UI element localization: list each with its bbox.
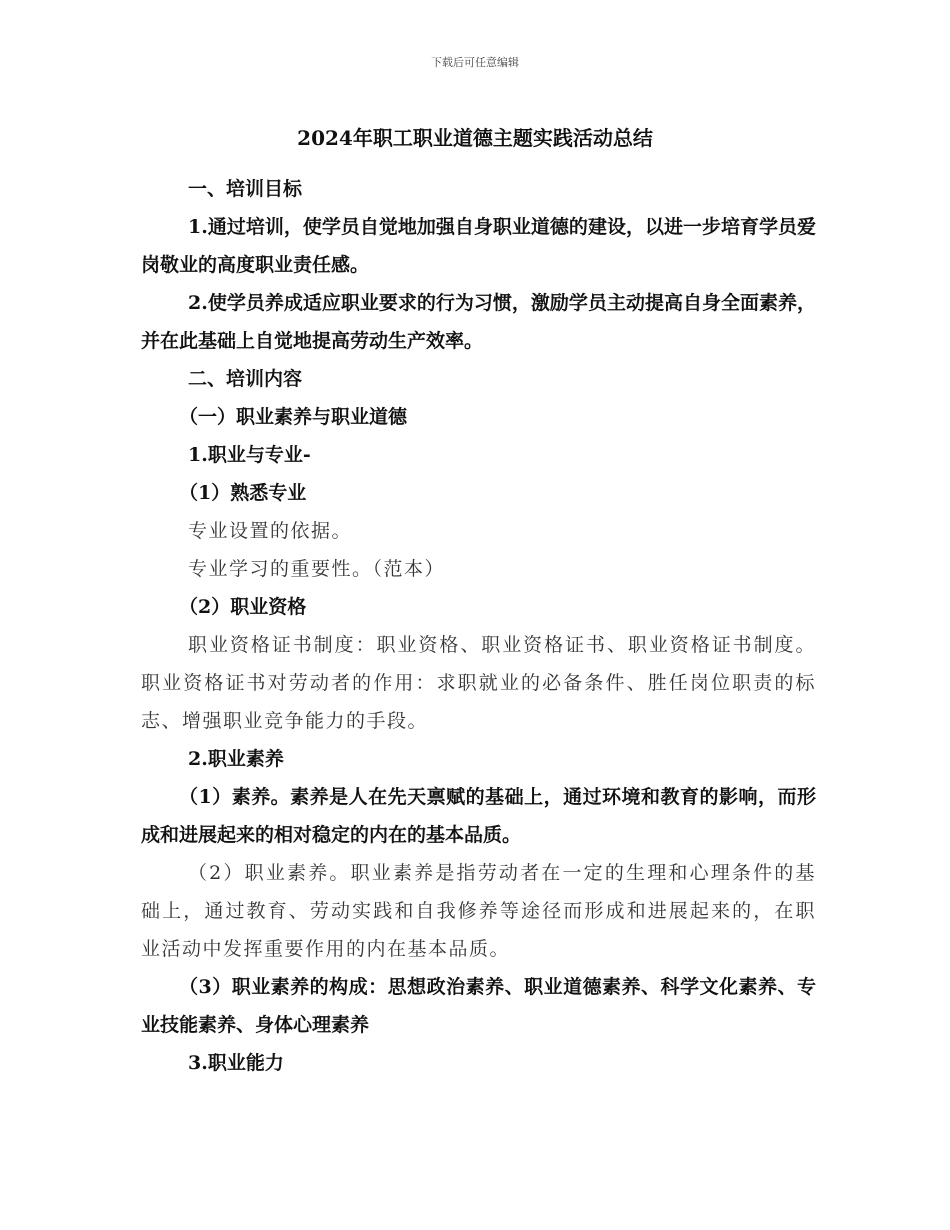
document-body: [141, 170, 816, 1082]
goal-item-2: 2.使学员养成适应职业要求的行为习惯，激励学员主动提高自身全面素养，并在此基础上自觉地提高劳动生产效率。: [141, 292, 816, 352]
item-heading-ability: 3.职业能力: [188, 1052, 284, 1074]
sub-item-know-profession: （1）熟悉专业: [179, 482, 307, 504]
sub-item-professional-literacy: （2）职业素养。职业素养是指劳动者在一定的生理和心理条件的基础上，通过教育、劳动实践和自我修养等途径而形成和进展起来的，在职业活动中发挥重要作用的内在基本品质。: [141, 862, 816, 960]
item-heading-profession: 1.职业与专业-: [188, 444, 311, 466]
section-heading-content: 二、培训内容: [188, 368, 303, 390]
goal-item-1: 1.通过培训，使学员自觉地加强自身职业道德的建设，以进一步培育学员爱岗敬业的高度职业责任感。: [141, 216, 816, 276]
subsection-heading: （一）职业素养与职业道德: [179, 406, 408, 428]
item-heading-literacy: 2.职业素养: [188, 748, 284, 770]
body-text: 职业资格证书制度：职业资格、职业资格证书、职业资格证书制度。职业资格证书对劳动者的作用：求职就业的必备条件、胜任岗位职责的标志、增强职业竞争能力的手段。: [141, 634, 816, 732]
body-text: 专业学习的重要性。（范本）: [188, 558, 446, 580]
sub-item-literacy-composition: （3）职业素养的构成：思想政治素养、职业道德素养、科学文化素养、专业技能素养、身体心理素养: [141, 976, 816, 1036]
sub-item-qualification: （2）职业资格: [179, 596, 307, 618]
sub-item-literacy-definition: （1）素养。素养是人在先天禀赋的基础上，通过环境和教育的影响，而形成和进展起来的相对稳定的内在的基本品质。: [141, 786, 816, 846]
section-heading-goals: 一、培训目标: [188, 178, 303, 200]
document-title: 2024年职工职业道德主题实践活动总结: [297, 126, 653, 150]
header-note: 下载后可任意编辑: [431, 56, 519, 69]
body-text: 专业设置的依据。: [188, 520, 353, 542]
